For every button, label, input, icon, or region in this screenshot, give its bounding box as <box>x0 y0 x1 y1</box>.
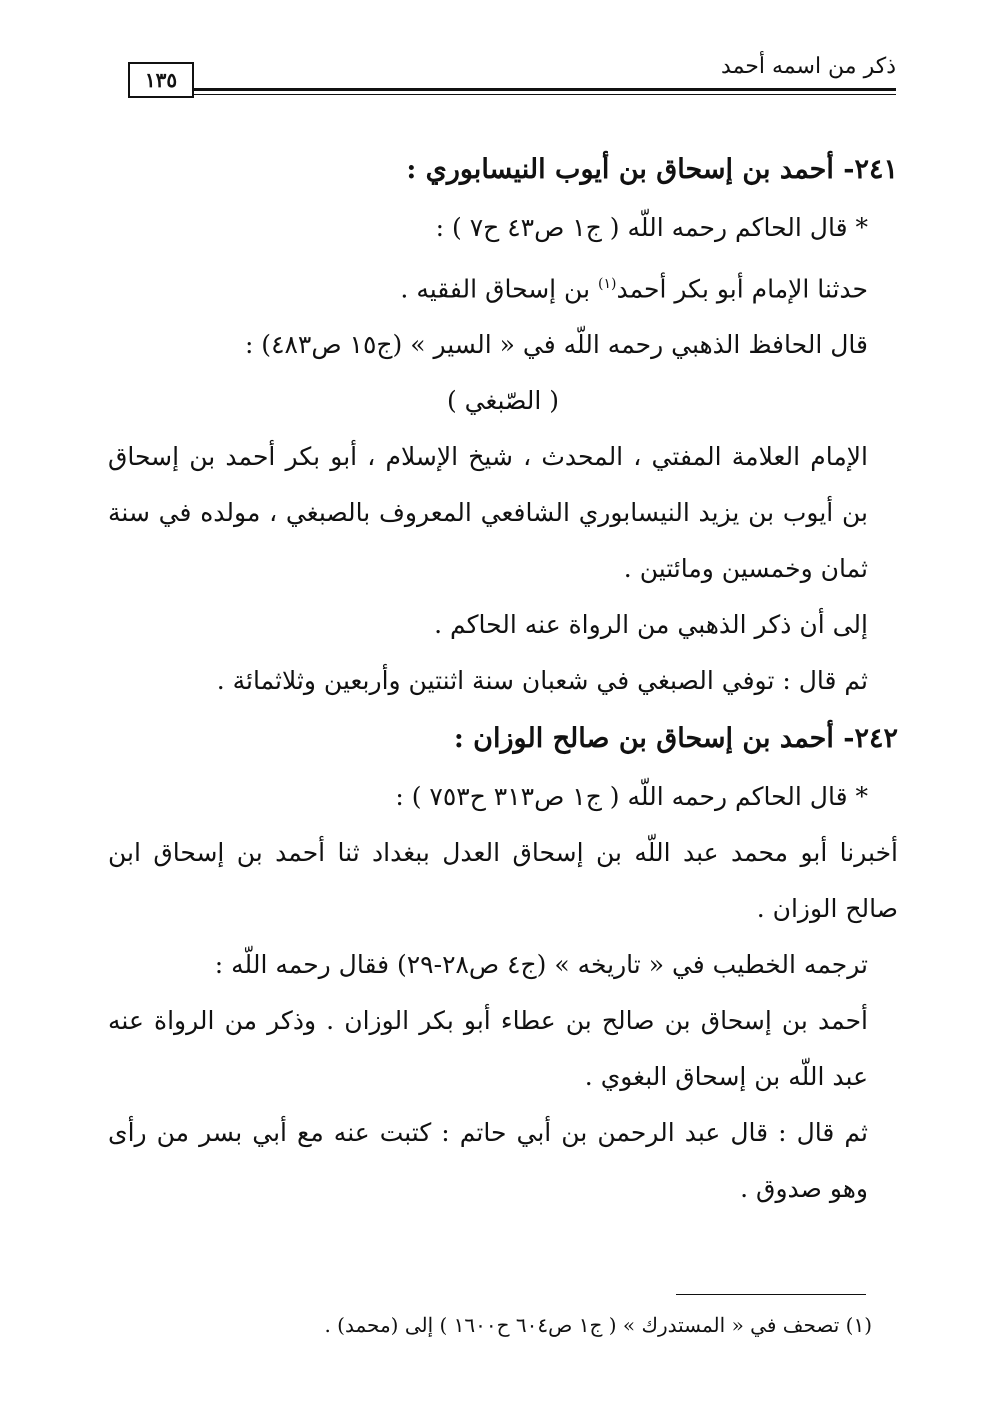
running-title: ذكر من اسمه أحمد <box>721 54 896 79</box>
page-header <box>128 52 896 108</box>
paragraph: أخبرنا أبو محمد عبد اللّه بن إسحاق العدل ببغداد ثنا أحمد بن إسحاق ابن صالح الوزان . <box>108 838 898 924</box>
paragraph: أحمد بن إسحاق بن صالح بن عطاء أبو بكر الوزان . وذكر من الرواة عنه عبد اللّه بن إسحاق البغوي . <box>108 1006 868 1092</box>
text-run: بن إسحاق الفقيه . <box>400 274 598 304</box>
paragraph: * قال الحاكم رحمه اللّه ( ج١ ص٤٣ ح٧ ) : <box>435 213 868 242</box>
paragraph: ثم قال : قال عبد الرحمن بن أبي حاتم : كتبت عنه مع أبي بسر من رأى وهو صدوق . <box>108 1118 868 1204</box>
page-number: ١٣٥ <box>128 62 194 98</box>
subheading: ( الصّبغي ) <box>446 386 560 416</box>
header-rule-thin <box>194 94 896 95</box>
paragraph: قال الحافظ الذهبي رحمه اللّه في « السير » (ج١٥ ص٤٨٣) : <box>244 330 868 360</box>
paragraph: ترجمه الخطيب في « تاريخه » (ج٤ ص٢٨-٢٩) فقال رحمه اللّه : <box>214 950 868 980</box>
footnote: (١) تصحف في « المستدرك » ( ج١ ص٦٠٤ ح١٦٠٠ ) إلى (محمد) . <box>324 1313 872 1337</box>
entry-heading: ٢٤١- أحمد بن إسحاق بن أيوب النيسابوري : <box>406 154 898 185</box>
paragraph: ثم قال : توفي الصبغي في شعبان سنة اثنتين وأربعين وثلاثمائة . <box>216 666 868 696</box>
paragraph <box>108 256 898 317</box>
text-run: حدثنا الإمام أبو بكر أحمد <box>616 274 868 304</box>
main-text <box>108 140 898 1217</box>
footnote-marker: (١) <box>598 276 617 292</box>
paragraph: الإمام العلامة المفتي ، المحدث ، شيخ الإسلام ، أبو بكر أحمد بن إسحاق بن أيوب بن يزيد النيسابوري الشافعي المعروف بالصبغي ، مولده في سنة ثمان وخمسين ومائتين . <box>108 442 868 584</box>
footnote-rule <box>676 1294 866 1295</box>
entry-heading: ٢٤٢- أحمد بن إسحاق بن صالح الوزان : <box>453 723 898 755</box>
header-rule-thick <box>194 88 896 91</box>
paragraph: إلى أن ذكر الذهبي من الرواة عنه الحاكم . <box>434 610 868 640</box>
paragraph: * قال الحاكم رحمه اللّه ( ج١ ص٣١٣ ح٧٥٣ ) : <box>395 782 868 812</box>
